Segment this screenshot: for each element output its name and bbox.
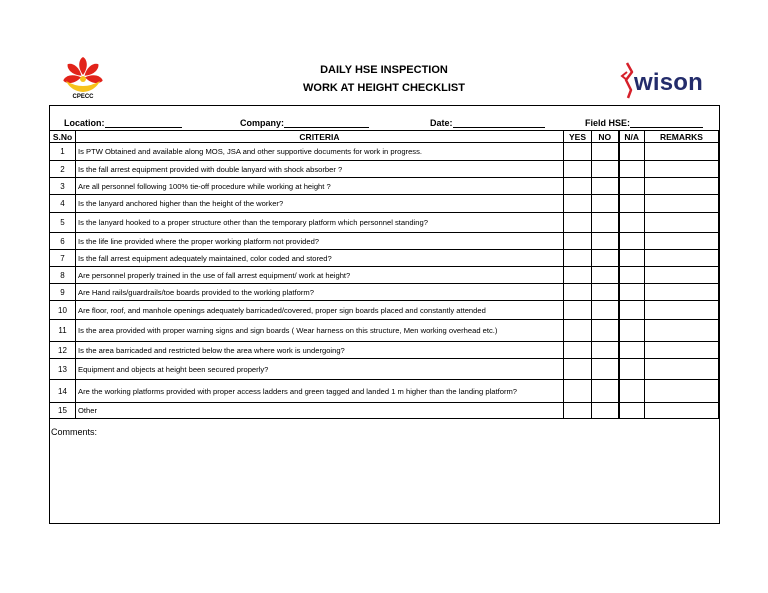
yes-cell[interactable] [564, 143, 592, 161]
table-row [50, 195, 719, 213]
no-cell[interactable] [592, 284, 619, 301]
row-number: 9 [50, 284, 76, 301]
no-cell[interactable] [592, 250, 619, 267]
row-criteria: Are Hand rails/guardrails/toe boards provided to the working platform? [76, 284, 564, 301]
remarks-cell[interactable] [645, 233, 719, 250]
wison-logo-text: wison [634, 69, 704, 96]
na-cell[interactable] [619, 342, 645, 359]
table-row [50, 359, 719, 380]
col-criteria: CRITERIA [76, 131, 564, 143]
row-number: 6 [50, 233, 76, 250]
na-cell[interactable] [619, 143, 645, 161]
table-row [50, 250, 719, 267]
table-row [50, 143, 719, 161]
na-cell[interactable] [619, 161, 645, 178]
row-number: 5 [50, 213, 76, 233]
remarks-cell[interactable] [645, 143, 719, 161]
na-cell[interactable] [619, 320, 645, 342]
no-cell[interactable] [592, 143, 619, 161]
yes-cell[interactable] [564, 267, 592, 284]
company-blank[interactable] [284, 118, 369, 128]
na-cell[interactable] [619, 284, 645, 301]
table-row [50, 342, 719, 359]
row-criteria: Are the working platforms provided with proper access ladders and green tagged and landed 1 m higher than the landing platform? [76, 380, 564, 403]
table-row [50, 403, 719, 419]
na-cell[interactable] [619, 267, 645, 284]
table-row [50, 213, 719, 233]
remarks-cell[interactable] [645, 267, 719, 284]
col-yes: YES [564, 131, 592, 143]
na-cell[interactable] [619, 359, 645, 380]
na-cell[interactable] [619, 380, 645, 403]
na-cell[interactable] [619, 403, 645, 419]
comments-label: Comments: [51, 427, 98, 437]
row-number: 4 [50, 195, 76, 213]
company-field[interactable] [240, 118, 369, 128]
yes-cell[interactable] [564, 301, 592, 320]
row-criteria: Equipment and objects at height been secured properly? [76, 359, 564, 380]
no-cell[interactable] [592, 320, 619, 342]
no-cell[interactable] [592, 342, 619, 359]
col-na: N/A [619, 131, 645, 143]
na-cell[interactable] [619, 195, 645, 213]
col-sno: S.No [50, 131, 76, 143]
field-hse-blank[interactable] [630, 118, 703, 128]
yes-cell[interactable] [564, 250, 592, 267]
row-criteria: Is the area provided with proper warning signs and sign boards ( Wear harness on this structure, Men working overhead etc.) [76, 320, 564, 342]
date-blank[interactable] [453, 118, 545, 128]
col-no: NO [592, 131, 619, 143]
date-label: Date: [430, 118, 453, 128]
cpecc-logo-text: CPECC [72, 94, 94, 100]
row-criteria: Are floor, roof, and manhole openings adequately barricaded/covered, proper sign boards placed and constantly attended [76, 301, 564, 320]
row-criteria: Is PTW Obtained and available along MOS, JSA and other supportive documents for work in progress. [76, 143, 564, 161]
row-number: 15 [50, 403, 76, 419]
no-cell[interactable] [592, 233, 619, 250]
na-cell[interactable] [619, 233, 645, 250]
row-number: 11 [50, 320, 76, 342]
remarks-cell[interactable] [645, 359, 719, 380]
na-cell[interactable] [619, 213, 645, 233]
remarks-cell[interactable] [645, 161, 719, 178]
remarks-cell[interactable] [645, 250, 719, 267]
page-title: DAILY HSE INSPECTION [320, 64, 448, 76]
field-hse-field[interactable] [585, 118, 703, 128]
no-cell[interactable] [592, 301, 619, 320]
table-row [50, 320, 719, 342]
table-row [50, 301, 719, 320]
yes-cell[interactable] [564, 213, 592, 233]
col-remarks: REMARKS [645, 131, 719, 143]
no-cell[interactable] [592, 267, 619, 284]
remarks-cell[interactable] [645, 320, 719, 342]
yes-cell[interactable] [564, 342, 592, 359]
remarks-cell[interactable] [645, 380, 719, 403]
row-number: 13 [50, 359, 76, 380]
yes-cell[interactable] [564, 195, 592, 213]
yes-cell[interactable] [564, 284, 592, 301]
location-field[interactable] [64, 118, 182, 128]
row-criteria: Other [76, 403, 564, 419]
no-cell[interactable] [592, 213, 619, 233]
row-number: 10 [50, 301, 76, 320]
row-criteria: Is the life line provided where the proper working platform not provided? [76, 233, 564, 250]
row-criteria: Are all personnel following 100% tie-off procedure while working at height ? [76, 178, 564, 195]
na-cell[interactable] [619, 250, 645, 267]
company-label: Company: [240, 118, 285, 128]
no-cell[interactable] [592, 403, 619, 419]
no-cell[interactable] [592, 359, 619, 380]
remarks-cell[interactable] [645, 342, 719, 359]
table-row [50, 161, 719, 178]
row-criteria: Is the fall arrest equipment adequately maintained, color coded and stored? [76, 250, 564, 267]
no-cell[interactable] [592, 178, 619, 195]
location-label: Location: [64, 118, 105, 128]
row-criteria: Is the lanyard anchored higher than the height of the worker? [76, 195, 564, 213]
row-number: 7 [50, 250, 76, 267]
page-subtitle: WORK AT HEIGHT CHECKLIST [303, 82, 465, 94]
location-blank[interactable] [105, 118, 182, 128]
yes-cell[interactable] [564, 233, 592, 250]
date-field[interactable] [430, 118, 545, 128]
field-hse-label: Field HSE: [585, 118, 631, 128]
checklist-table [49, 130, 719, 419]
na-cell[interactable] [619, 301, 645, 320]
remarks-cell[interactable] [645, 178, 719, 195]
row-criteria: Is the area barricaded and restricted below the area where work is undergoing? [76, 342, 564, 359]
row-number: 8 [50, 267, 76, 284]
yes-cell[interactable] [564, 380, 592, 403]
row-number: 12 [50, 342, 76, 359]
table-row [50, 380, 719, 403]
row-criteria: Are personnel properly trained in the use of fall arrest equipment/ work at height? [76, 267, 564, 284]
table-row [50, 178, 719, 195]
yes-cell[interactable] [564, 178, 592, 195]
yes-cell[interactable] [564, 161, 592, 178]
remarks-cell[interactable] [645, 403, 719, 419]
no-cell[interactable] [592, 380, 619, 403]
na-cell[interactable] [619, 178, 645, 195]
table-header-row [50, 131, 719, 143]
row-number: 2 [50, 161, 76, 178]
row-number: 3 [50, 178, 76, 195]
table-row [50, 267, 719, 284]
table-row [50, 284, 719, 301]
row-criteria: Is the lanyard hooked to a proper structure other than the temporary platform which personnel standing? [76, 213, 564, 233]
row-number: 14 [50, 380, 76, 403]
remarks-cell[interactable] [645, 195, 719, 213]
row-number: 1 [50, 143, 76, 161]
remarks-cell[interactable] [645, 213, 719, 233]
no-cell[interactable] [592, 161, 619, 178]
yes-cell[interactable] [564, 320, 592, 342]
no-cell[interactable] [592, 195, 619, 213]
remarks-cell[interactable] [645, 301, 719, 320]
remarks-cell[interactable] [645, 284, 719, 301]
yes-cell[interactable] [564, 359, 592, 380]
yes-cell[interactable] [564, 403, 592, 419]
row-criteria: Is the fall arrest equipment provided with double lanyard with shock absorber ? [76, 161, 564, 178]
table-row [50, 233, 719, 250]
